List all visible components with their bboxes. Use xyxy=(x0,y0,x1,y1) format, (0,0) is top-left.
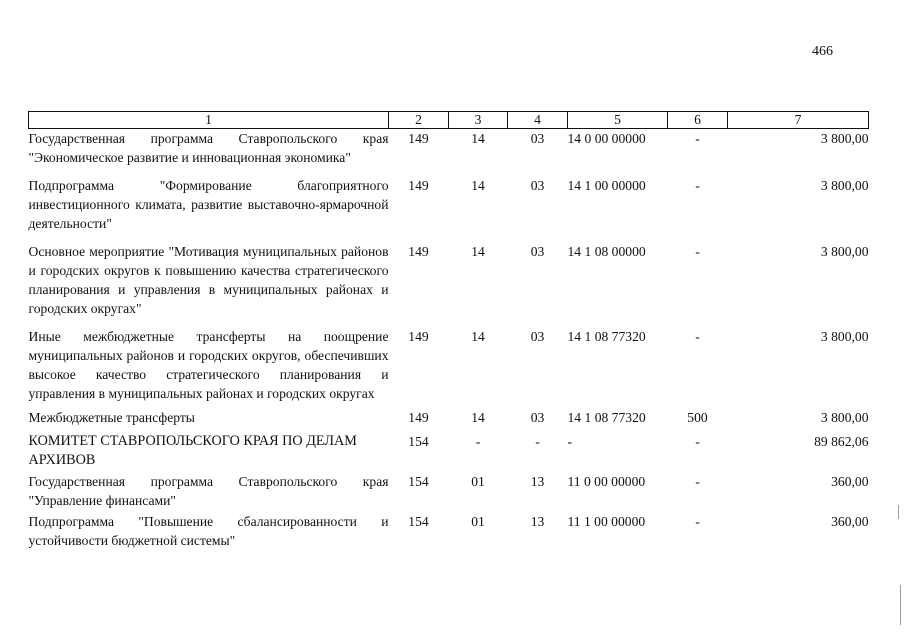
cell-col4: 03 xyxy=(530,410,545,425)
table-row xyxy=(29,129,869,177)
cell-col3: 14 xyxy=(471,410,485,425)
column-header-1: 1 xyxy=(29,112,389,129)
cell-col3: 01 xyxy=(471,474,485,489)
cell-col4: 13 xyxy=(530,474,545,489)
cell-col6: 500 xyxy=(687,410,708,425)
cell-col3: 14 xyxy=(471,131,485,146)
table-header xyxy=(29,112,869,129)
table-row xyxy=(29,176,869,242)
cell-col2: 149 xyxy=(408,410,429,425)
cell-col2: 154 xyxy=(408,514,429,529)
cell-col7: 360,00 xyxy=(831,514,869,529)
row-name: Подпрограмма "Формирование благоприятного инвестиционного климата, развитие выставочно-ярмарочной деятельности" xyxy=(28,178,389,231)
cell-col2: 149 xyxy=(408,329,429,344)
cell-col5: 11 1 00 00000 xyxy=(567,514,646,529)
cell-col4: 03 xyxy=(530,178,545,193)
cell-col6: - xyxy=(695,329,700,344)
cell-col3: 14 xyxy=(471,244,485,259)
column-header-4: 4 xyxy=(508,112,568,129)
cell-col7: 360,00 xyxy=(831,474,869,489)
table-row xyxy=(29,408,869,432)
row-name: Подпрограмма "Повышение сбалансированности и устойчивости бюджетной системы" xyxy=(28,514,389,548)
column-header-7: 7 xyxy=(728,112,869,129)
row-name: Государственная программа Ставропольского края "Экономическое развитие и инновационная экономика" xyxy=(28,131,389,165)
scan-edge-mark xyxy=(900,585,901,625)
cell-col2: 149 xyxy=(408,131,429,146)
table-row xyxy=(29,327,869,408)
cell-col5: 14 0 00 00000 xyxy=(567,131,646,146)
cell-col7: 3 800,00 xyxy=(820,131,869,146)
table-row xyxy=(29,472,869,512)
scan-edge-mark xyxy=(898,505,899,519)
table-body xyxy=(29,129,869,551)
header-row xyxy=(29,112,869,129)
cell-col3: 14 xyxy=(471,178,485,193)
cell-col6: - xyxy=(695,178,700,193)
cell-col2: 154 xyxy=(408,474,429,489)
cell-col7: 3 800,00 xyxy=(820,178,869,193)
cell-col2: 154 xyxy=(408,434,429,449)
cell-col2: 149 xyxy=(408,178,429,193)
cell-col6: - xyxy=(695,474,700,489)
table-row xyxy=(29,242,869,327)
column-header-2: 2 xyxy=(389,112,449,129)
cell-col2: 149 xyxy=(408,244,429,259)
page-number: 466 xyxy=(812,44,833,59)
column-header-5: 5 xyxy=(568,112,668,129)
table-row xyxy=(29,512,869,550)
cell-col7: 3 800,00 xyxy=(820,329,869,344)
cell-col3: 14 xyxy=(471,329,485,344)
cell-col4: 03 xyxy=(530,244,545,259)
cell-col6: - xyxy=(695,244,700,259)
row-name: Межбюджетные трансферты xyxy=(28,410,195,425)
row-name: Государственная программа Ставропольского края "Управление финансами" xyxy=(28,474,389,508)
budget-table xyxy=(28,111,869,550)
table-row xyxy=(29,432,869,472)
row-name: Основное мероприятие "Мотивация муниципальных районов и городских округов к повышению качества стратегического планирования и управления в муниципальных районах и городских округах" xyxy=(28,244,389,316)
cell-col7: 3 800,00 xyxy=(820,244,869,259)
cell-col4: 03 xyxy=(530,131,545,146)
cell-col4: 13 xyxy=(530,514,545,529)
cell-col5: - xyxy=(567,434,573,449)
cell-col5: 14 1 08 77320 xyxy=(567,410,646,425)
cell-col4: - xyxy=(535,434,540,449)
cell-col6: - xyxy=(695,434,700,449)
cell-col3: 01 xyxy=(471,514,485,529)
column-header-3: 3 xyxy=(449,112,508,129)
cell-col5: 14 1 08 77320 xyxy=(567,329,646,344)
cell-col7: 89 862,06 xyxy=(814,434,869,449)
cell-col7: 3 800,00 xyxy=(820,410,869,425)
cell-col5: 14 1 00 00000 xyxy=(567,178,646,193)
row-name: КОМИТЕТ СТАВРОПОЛЬСКОГО КРАЯ ПО ДЕЛАМ АРХИВОВ xyxy=(28,433,357,468)
cell-col3: - xyxy=(475,434,481,449)
cell-col4: 03 xyxy=(530,329,545,344)
row-name: Иные межбюджетные трансферты на поощрение муниципальных районов и городских округов, обеспечивших высокое качество стратегического планирования и управления в муниципальных районах и городских округах xyxy=(28,329,389,401)
cell-col5: 14 1 08 00000 xyxy=(567,244,646,259)
column-header-6: 6 xyxy=(668,112,728,129)
cell-col6: - xyxy=(695,514,700,529)
cell-col5: 11 0 00 00000 xyxy=(567,474,646,489)
cell-col6: - xyxy=(695,131,700,146)
